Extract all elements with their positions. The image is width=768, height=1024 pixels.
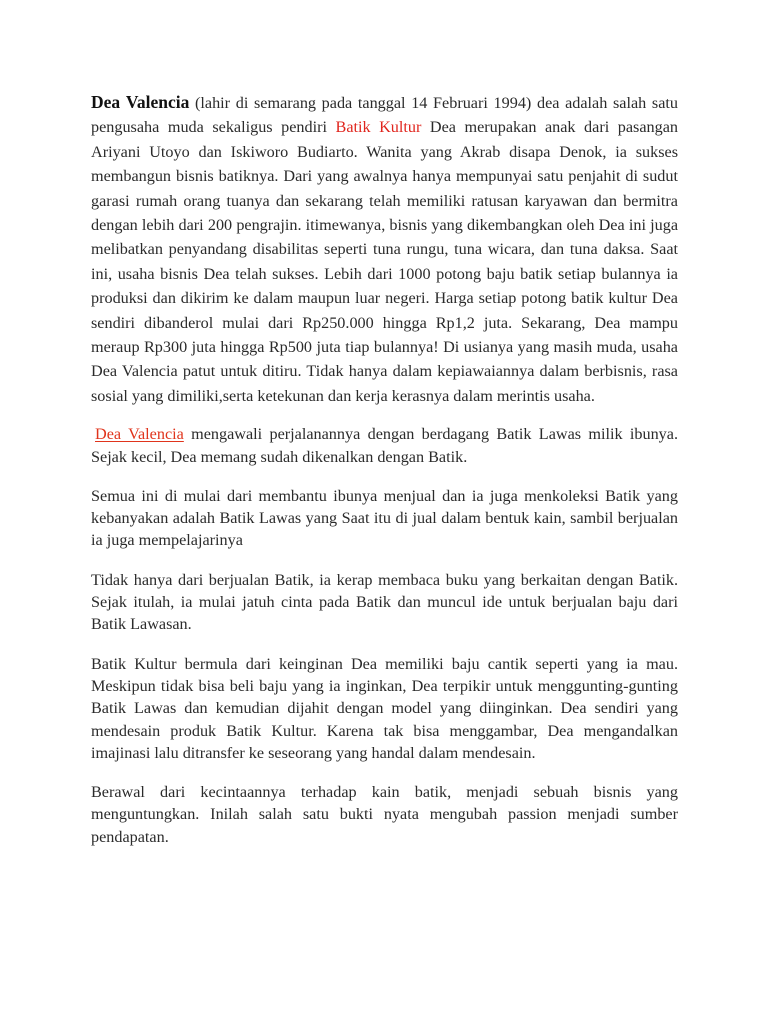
paragraph-conclusion: Berawal dari kecintaannya terhadap kain batik, menjadi sebuah bisnis yang menguntungkan. Inilah salah satu bukti nyata mengubah passion menjadi sumber pendapatan. <box>91 783 678 846</box>
paragraph-beginning <box>91 423 678 468</box>
paragraph-intro <box>91 90 678 408</box>
paragraph-reading: Tidak hanya dari berjualan Batik, ia kerap membaca buku yang berkaitan dengan Batik. Sejak itulah, ia mulai jatuh cinta pada Batik dan muncul ide untuk berjualan baju dari Batik Lawasan. <box>91 570 678 634</box>
paragraph-collecting: Semua ini di mulai dari membantu ibunya menjual dan ia juga menkoleksi Batik yang kebanyakan adalah Batik Lawas yang Saat itu di jual dalam bentuk kain, sambil berjualan ia juga mempelajarinya <box>91 486 678 550</box>
paragraph-batik-kultur-origin: Batik Kultur bermula dari keinginan Dea memiliki baju cantik seperti yang ia mau. Meskipun tidak bisa beli baju yang ia inginkan, Dea terpikir untuk menggunting-gunting Batik Lawas dan kemudian dijahit dengan model yang diinginkan. Dea sendiri yang mendesain produk Batik Kultur. Karena tak bisa menggambar, Dea mengandalkan imajinasi lalu ditransfer ke seseorang yang handal dalam mendesain. <box>91 654 678 762</box>
batik-kultur-link[interactable]: Batik Kultur <box>335 118 422 137</box>
person-name-heading: Dea Valencia <box>91 92 190 112</box>
paragraph-intro-text-a: (lahir di semarang pada tanggal 14 Februari 1994) dea adalah salah satu pengusaha muda sekaligus pendiri <box>91 94 678 137</box>
dea-valencia-link[interactable]: Dea Valencia <box>95 425 184 444</box>
paragraph-beginning-text: mengawali perjalanannya dengan berdagang Batik Lawas milik ibunya. Sejak kecil, Dea memang sudah dikenalkan dengan Batik. <box>91 425 678 466</box>
paragraph-intro-text-b: Dea merupakan anak dari pasangan Ariyani Utoyo dan Iskiworo Budiarto. Wanita yang Akrab disapa Denok, ia sukses membangun bisnis batiknya. Dari yang awalnya hanya mempunyai satu penjahit di sudut garasi rumah orang tuanya dan sekarang telah memiliki ratusan karyawan dan bermitra dengan lebih dari 200 pengrajin. itimewanya, bisnis yang dikembangkan oleh Dea ini juga melibatkan penyandang disabilitas seperti tuna rungu, tuna wicara, dan tuna daksa. Saat ini, usaha bisnis Dea telah sukses. Lebih dari 1000 potong baju batik setiap bulannya ia produksi dan dikirim ke dalam maupun luar negeri. Harga setiap potong batik kultur Dea sendiri dibanderol mulai dari Rp250.000 hingga Rp1,2 juta. Sekarang, Dea mampu meraup Rp300 juta hingga Rp500 juta tiap bulannya! Di usianya yang masih muda, usaha Dea Valencia patut untuk ditiru. Tidak hanya dalam kepiawaiannya dalam berbisnis, rasa sosial yang dimiliki,serta ketekunan dan kerja kerasnya dalam merintis usaha. <box>91 118 678 405</box>
